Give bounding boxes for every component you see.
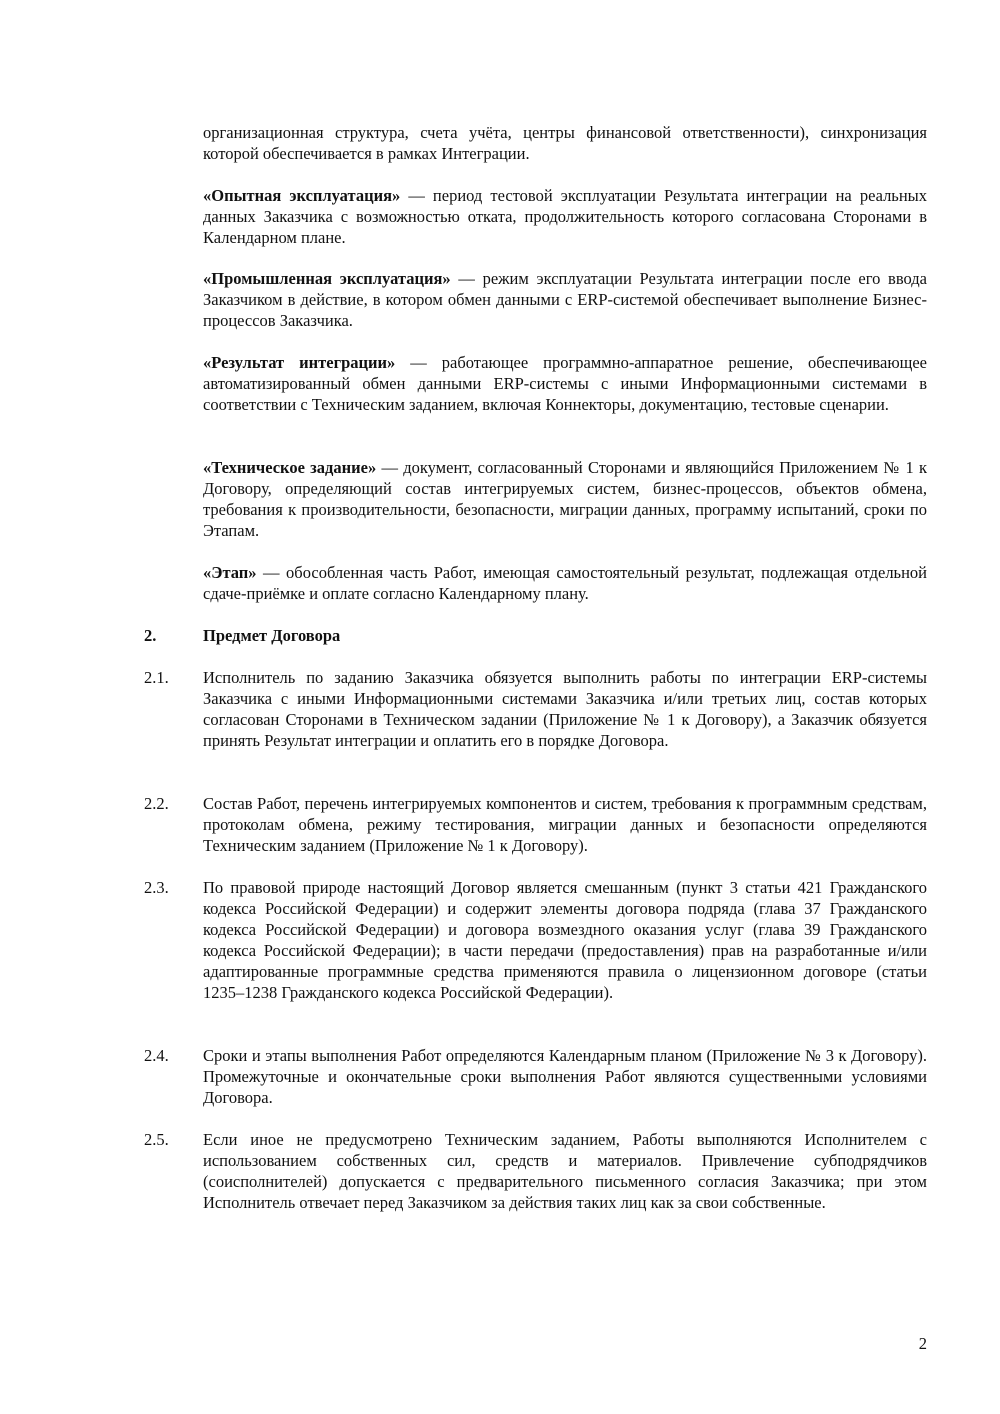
clause-text: Если иное не предусмотрено Техническим заданием, Работы выполняются Исполнителем с использованием собственных сил, средств и материалов. Привлечение субподрядчиков (соисполнителей) допускается с предварительного письменного согласия Заказчика; при этом Исполнитель отвечает перед Заказчиком за действия таких лиц как за свои собственные. — [203, 1130, 927, 1212]
definition-technical-specification — [203, 457, 927, 541]
definition-term: «Промышленная эксплуатация» — [203, 269, 451, 288]
clause-text: Исполнитель по заданию Заказчика обязуется выполнить работы по интеграции ERP-системы Заказчика с иными Информационными системами Заказчика и/или третьих лиц, состав которых согласован Сторонами в Техническом задании (Приложение № 1 к Договору), а Заказчик обязуется принять Результат интеграции и оплатить его в порядке Договора. — [203, 668, 927, 750]
definition-term: «Результат интеграции» — [203, 353, 396, 372]
definition-text: — режим эксплуатации Результата интеграции после его ввода Заказчиком в действие, в котором обмен данными с ERP-системой обеспечивает выполнение Бизнес-процессов Заказчика. — [203, 269, 927, 330]
definition-stage — [203, 562, 927, 604]
section-number: 2. — [144, 626, 157, 645]
definition-text: — работающее программно-аппаратное решение, обеспечивающее автоматизированный обмен данными ERP-системы с иными Информационными системами в соответствии с Техническим заданием, включая Коннекторы, документацию, тестовые сценарии. — [203, 353, 927, 414]
definition-text: — документ, согласованный Сторонами и являющийся Приложением № 1 к Договору, определяющий состав интегрируемых систем, бизнес-процессов, объектов обмена, требования к производительности, безопасности, миграции данных, программу испытаний, сроки по Этапам. — [203, 458, 927, 540]
clause-text: Состав Работ, перечень интегрируемых компонентов и систем, требования к программным средствам, протоколам обмена, режиму тестирования, миграции данных и безопасности определяются Техническим заданием (Приложение № 1 к Договору). — [203, 794, 927, 855]
page-number: 2 — [918, 1334, 927, 1353]
definition-integration-result — [203, 352, 927, 415]
continuation-paragraph: организационная структура, счета учёта, центры финансовой ответственности), синхронизация которой обеспечивается в рамках Интеграции. — [203, 123, 927, 163]
definition-industrial-operation — [203, 268, 927, 331]
definition-term: «Техническое задание» — [203, 458, 377, 477]
clause-text: По правовой природе настоящий Договор является смешанным (пункт 3 статьи 421 Гражданского кодекса Российской Федерации) и содержит элементы договора подряда (глава 37 Гражданского кодекса Российской Федерации) и договора возмездного оказания услуг (глава 39 Гражданского кодекса Российской Федерации); в части передачи (предоставления) прав на разработанные и/или адаптированные программные средства применяются правила о лицензионном договоре (статьи 1235–1238 Гражданского кодекса Российской Федерации). — [203, 878, 927, 1002]
definition-text: — обособленная часть Работ, имеющая самостоятельный результат, подлежащая отдельной сдаче-приёмке и оплате согласно Календарному плану. — [203, 563, 927, 603]
clause-number: 2.4. — [144, 1046, 169, 1065]
clause-number: 2.5. — [144, 1130, 169, 1149]
clause-number: 2.1. — [144, 668, 169, 687]
clause-number: 2.3. — [144, 878, 169, 897]
definition-experimental-operation — [203, 185, 927, 248]
definition-term: «Опытная эксплуатация» — [203, 186, 401, 205]
section-title: Предмет Договора — [203, 626, 341, 645]
clause-number: 2.2. — [144, 794, 169, 813]
clause-text: Сроки и этапы выполнения Работ определяются Календарным планом (Приложение № 3 к Договору). Промежуточные и окончательные сроки выполнения Работ являются существенными условиями Договора. — [203, 1046, 927, 1107]
definition-term: «Этап» — [203, 563, 257, 582]
definition-text: — период тестовой эксплуатации Результата интеграции на реальных данных Заказчика с возможностью отката, продолжительность которого согласована Сторонами в Календарном плане. — [203, 186, 927, 247]
